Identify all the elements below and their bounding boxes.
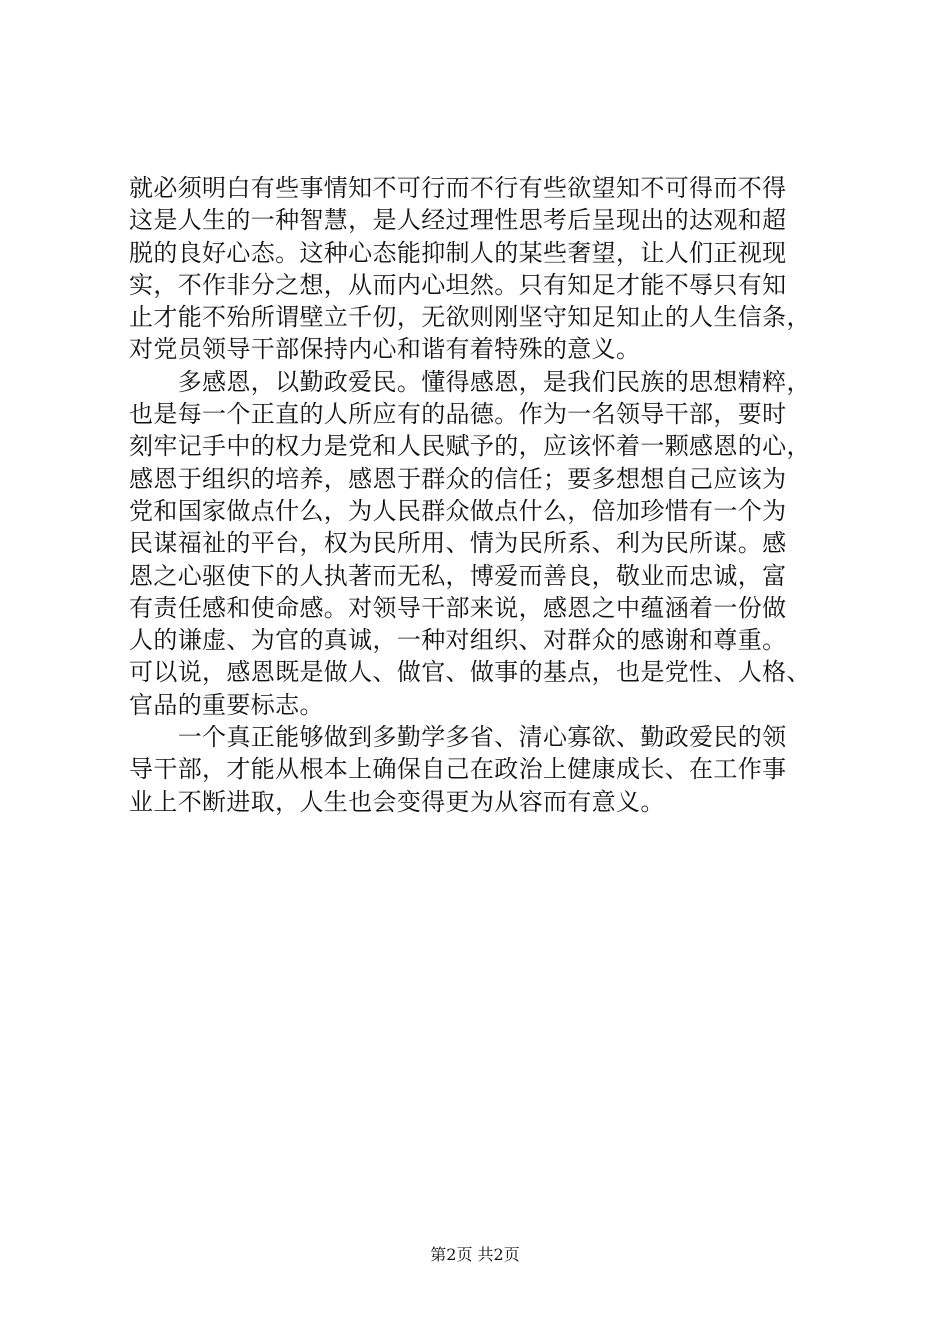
text-line: 业上不断进取，人生也会变得更为从容而有意义。 — [129, 787, 665, 816]
text-line: 人的谦虚、为官的真诚，一种对组织、对群众的感谢和尊重。 — [129, 626, 787, 655]
text-line: 也是每一个正直的人所应有的品德。作为一名领导干部，要时 — [129, 400, 787, 429]
page-number-footer: 第2页 共2页 — [430, 1245, 520, 1264]
text-line: 脱的良好心态。这种心态能抑制人的某些奢望，让人们正视现 — [129, 238, 787, 267]
text-line: 有责任感和使命感。对领导干部来说，感恩之中蕴涵着一份做 — [129, 593, 787, 622]
text-line: 这是人生的一种智慧，是人经过理性思考后呈现出的达观和超 — [129, 206, 787, 235]
text-line: 导干部，才能从根本上确保自己在政治上健康成长、在工作事 — [129, 755, 787, 784]
text-line: 实，不作非分之想，从而内心坦然。只有知足才能不辱只有知 — [129, 270, 787, 299]
document-body — [129, 172, 854, 818]
text-line: 止才能不殆所谓壁立千仞，无欲则刚坚守知足知止的人生信条， — [129, 303, 811, 332]
text-line: 对党员领导干部保持内心和谐有着特殊的意义。 — [129, 335, 641, 364]
text-line: 党和国家做点什么，为人民群众做点什么，倍加珍惜有一个为 — [129, 496, 787, 525]
text-line: 官品的重要标志。 — [129, 690, 324, 719]
text-line: 可以说，感恩既是做人、做官、做事的基点，也是党性、人格、 — [129, 658, 811, 687]
text-line: 一个真正能够做到多勤学多省、清心寡欲、勤政爱民的领 — [129, 723, 787, 752]
text-line: 恩之心驱使下的人执著而无私，博爱而善良，敬业而忠诚，富 — [129, 561, 787, 590]
text-line: 刻牢记手中的权力是党和人民赋予的，应该怀着一颗感恩的心， — [129, 432, 811, 461]
text-line: 民谋福祉的平台，权为民所用、情为民所系、利为民所谋。感 — [129, 529, 787, 558]
text-line: 感恩于组织的培养，感恩于群众的信任；要多想想自己应该为 — [129, 464, 787, 493]
text-line: 多感恩，以勤政爱民。懂得感恩，是我们民族的思想精粹， — [129, 367, 811, 396]
text-line: 就必须明白有些事情知不可行而不行有些欲望知不可得而不得 — [129, 174, 787, 202]
